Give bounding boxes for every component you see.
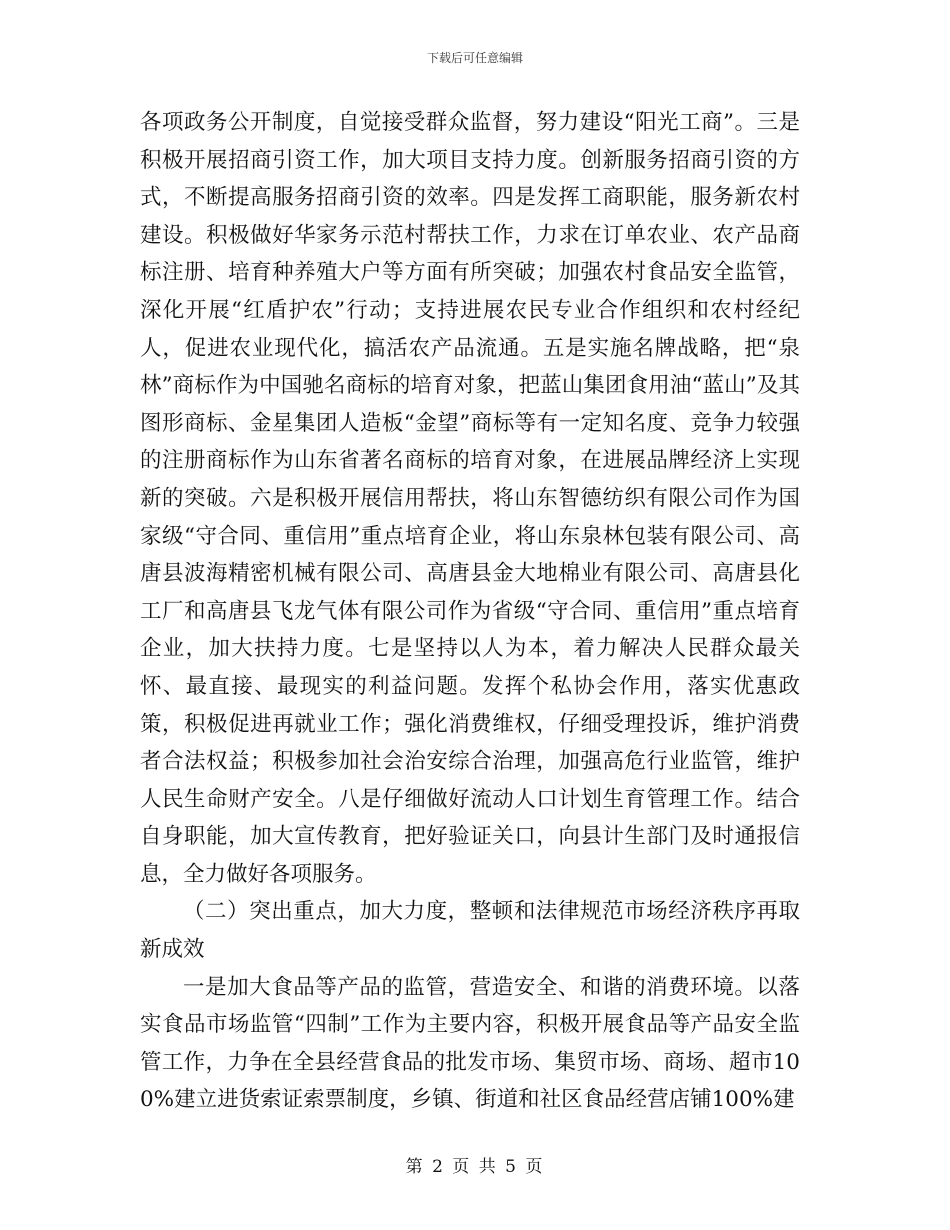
paragraph: 一是加大食品等产品的监管，营造安全、和谐的消费环境。以落实食品市场监管“四制”工作为主要内容，积极开展食品等产品安全监管工作，力争在全县经营食品的批发市场、集贸市场、商场、超市100%建立进货索证索票制度，乡镇、街道和社区食品经营店铺100%建 bbox=[140, 974, 800, 1113]
section-heading: （二）突出重点，加大力度，整顿和法律规范市场经济秩序再取新成效 bbox=[140, 899, 800, 963]
page-number: 第 2 页 共 5 页 bbox=[405, 1157, 545, 1177]
page-header: 下载后可任意编辑 bbox=[426, 51, 523, 65]
paragraph-continuation: 各项政务公开制度，自觉接受群众监督，努力建设“阳光工商”。三是积极开展招商引资工作，加大项目支持力度。创新服务招商引资的方式，不断提高服务招商引资的效率。四是发挥工商职能，服务新农村建设。积极做好华家务示范村帮扶工作，力求在订单农业、农产品商标注册、培育种养殖大户等方面有所突破；加强农村食品安全监管，深化开展“红盾护农”行动；支持进展农民专业合作组织和农村经纪人，促进农业现代化，搞活农产品流通。五是实施名牌战略，把“泉林”商标作为中国驰名商标的培育对象，把蓝山集团食用油“蓝山”及其图形商标、金星集团人造板“金望”商标等有一定知名度、竞争力较强的注册商标作为山东省著名商标的培育对象，在进展品牌经济上实现新的突破。六是积极开展信用帮扶，将山东智德纺织有限公司作为国家级“守合同、重信用”重点培育企业，将山东泉林包装有限公司、高唐县波海精密机械有限公司、高唐县金大地棉业有限公司、高唐县化工厂和高唐县飞龙气体有限公司作为省级“守合同、重信用”重点培育企业，加大扶持力度。七是坚持以人为本，着力解决人民群众最关怀、最直接、最现实的利益问题。发挥个私协会作用，落实优惠政策，积极促进再就业工作；强化消费维权，仔细受理投诉，维护消费者合法权益；积极参加社会治安综合治理，加强高危行业监管，维护人民生命财产安全。八是仔细做好流动人口计划生育管理工作。结合自身职能，加大宣传教育，把好验证关口，向县计生部门及时通报信息，全力做好各项服务。 bbox=[140, 110, 800, 887]
document-body bbox=[140, 104, 800, 1119]
